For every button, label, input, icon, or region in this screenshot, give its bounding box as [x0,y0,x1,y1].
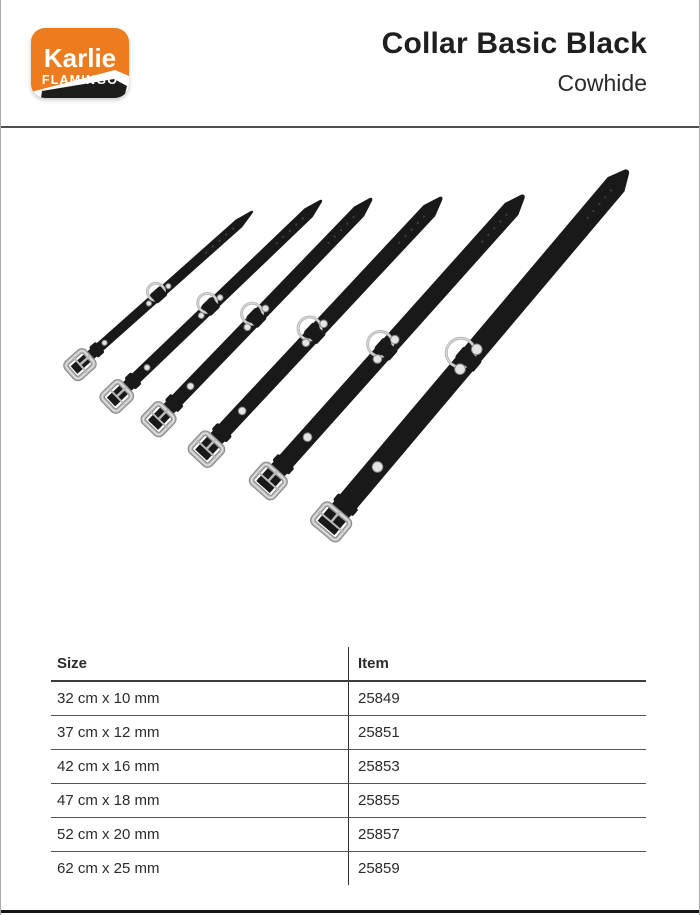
item-cell: 25853 [348,750,646,783]
page-bottom-rule [1,910,699,913]
item-cell: 25849 [348,682,646,715]
item-cell: 25857 [348,818,646,851]
collar [98,190,329,413]
size-cell: 32 cm x 10 mm [57,690,160,707]
product-photo [1,128,700,643]
column-header-item: Item [348,647,646,680]
table-row [51,784,646,818]
table-row [51,682,646,716]
column-header-size: Size [57,655,88,672]
logo-subbrand-text: FLAMINGO [41,73,119,87]
spec-table [51,647,646,885]
size-cell: 37 cm x 12 mm [57,724,160,741]
table-row [51,818,646,852]
logo-brand-text: Karlie [43,43,117,73]
brand-logo [31,28,129,98]
collars-illustration [1,128,700,643]
table-row [51,716,646,750]
item-cell: 25855 [348,784,646,817]
table-body [51,682,646,885]
table-row [51,852,646,885]
size-cell: 42 cm x 16 mm [57,758,160,775]
page-subtitle: Cowhide [557,70,647,96]
brand-logo-graphic [31,28,129,98]
item-cell: 25851 [348,716,646,749]
table-header-row [51,647,646,682]
item-cell: 25859 [348,852,646,885]
size-cell: 62 cm x 25 mm [57,860,160,877]
size-cell: 52 cm x 20 mm [57,826,160,843]
title-block [382,26,647,97]
table-row [51,750,646,784]
header [1,0,699,126]
page-title: Collar Basic Black [381,27,647,60]
size-cell: 47 cm x 18 mm [57,792,160,809]
